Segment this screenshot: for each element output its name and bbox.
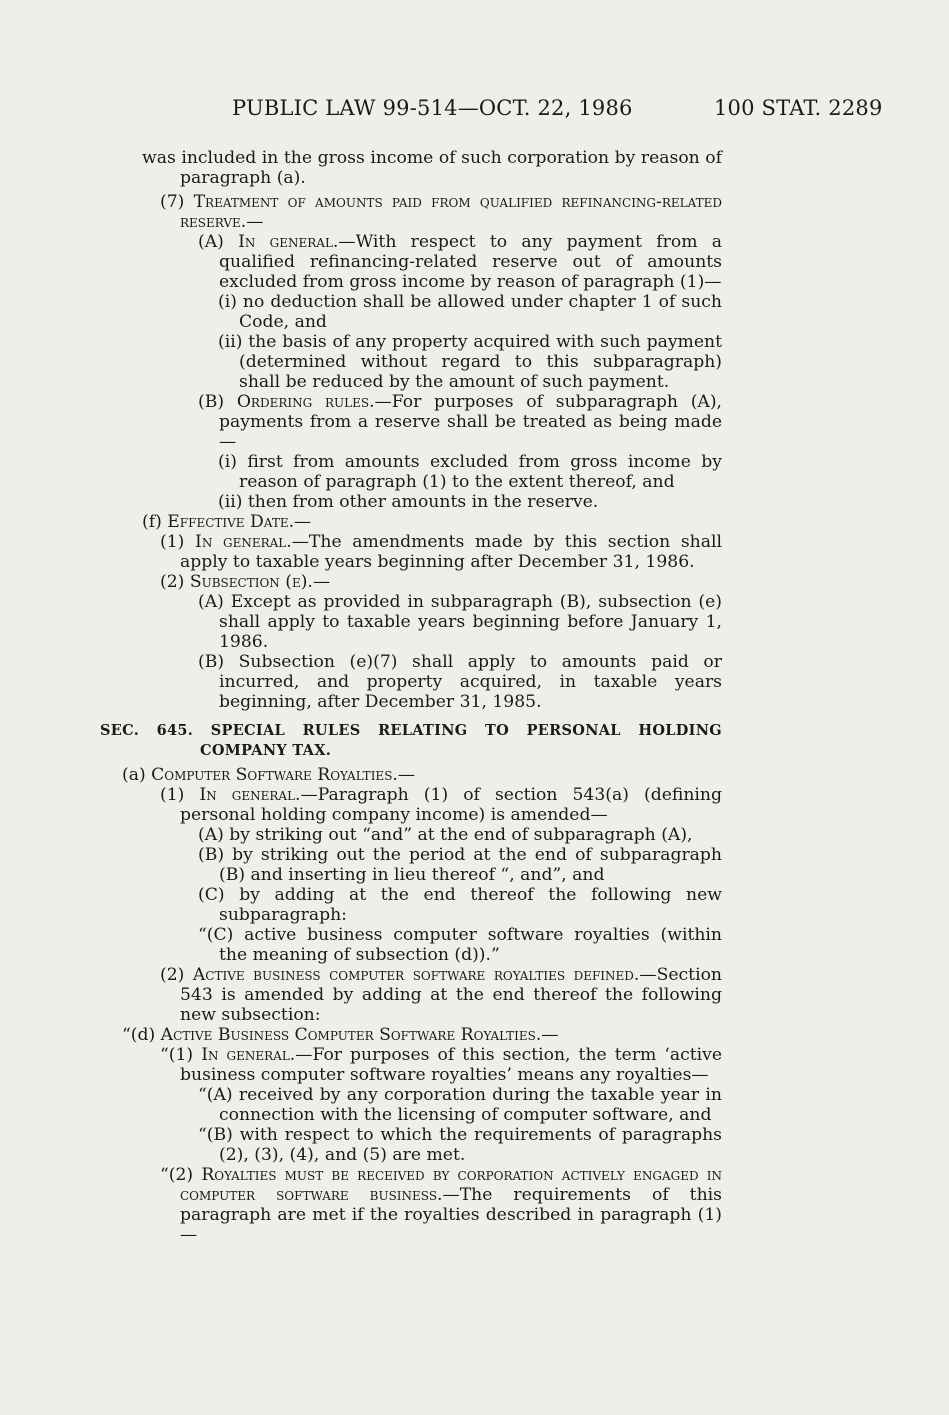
clause-ii: (ii) then from other amounts in the reserve.: [218, 492, 599, 512]
page-header: [0, 96, 949, 126]
paragraph-2: (2) Active business computer software royalties defined.—Section 543 is amended by adding at the end thereof the following new subsection:: [160, 965, 722, 1025]
quoted-subsection-d: “(d) Active Business Computer Software Royalties.—: [122, 1025, 559, 1045]
paragraph-7: (7) Treatment of amounts paid from qualified refinancing-related reserve.—: [160, 192, 722, 232]
quoted-subparagraph-b: “(B) with respect to which the requirements of paragraphs (2), (3), (4), and (5) are met.: [198, 1125, 722, 1165]
paragraph-1: (1) In general.—Paragraph (1) of section 543(a) (defining personal holding company income) is amended—: [160, 785, 722, 825]
paragraph-heading: Active business computer software royalties defined.: [192, 965, 640, 985]
body-text: [100, 148, 722, 1245]
paragraph-heading: Ordering rules.: [236, 392, 375, 412]
quoted-subparagraph-a: “(A) received by any corporation during the taxable year in connection with the licensing of computer software, and: [198, 1085, 722, 1125]
paragraph-1: (1) In general.—The amendments made by this section shall apply to taxable years beginning after December 31, 1986.: [160, 532, 722, 572]
subparagraph-b: (B) by striking out the period at the end of subparagraph (B) and inserting in lieu thereof “, and”, and: [198, 845, 722, 885]
section-heading: SEC. 645. SPECIAL RULES RELATING TO PERSONAL HOLDING COMPANY TAX.: [100, 722, 722, 759]
paragraph-heading: In general.: [195, 532, 292, 552]
subparagraph-c: (C) by adding at the end thereof the following new subparagraph:: [198, 885, 722, 925]
paragraph-heading: In general.: [238, 232, 339, 252]
subparagraph-b: (B) Subsection (e)(7) shall apply to amounts paid or incurred, and property acquired, in taxable years beginning, after December 31, 1985.: [198, 652, 722, 712]
paragraph-heading: Treatment of amounts paid from qualified refinancing-related reserve.: [180, 192, 722, 232]
paragraph-heading: Effective Date.: [167, 512, 295, 532]
subparagraph-a: (A) by striking out “and” at the end of subparagraph (A),: [198, 825, 693, 845]
paragraph: was included in the gross income of such corporation by reason of paragraph (a).: [142, 148, 722, 188]
page-number: 100 STAT. 2289: [714, 96, 883, 120]
paragraph-heading: Subsection (e).: [189, 572, 313, 592]
subsection-a: (a) Computer Software Royalties.—: [122, 765, 416, 785]
subparagraph-a: (A) In general.—With respect to any payment from a qualified refinancing-related reserve out of amounts excluded from gross income by reason of paragraph (1)—: [198, 232, 722, 292]
subsection-f: (f) Effective Date.—: [142, 512, 312, 532]
paragraph-heading: In general.: [201, 1045, 296, 1065]
clause-ii: (ii) the basis of any property acquired with such payment (determined without regard to this subparagraph) shall be reduced by the amount of such payment.: [218, 332, 722, 392]
paragraph-heading: In general.: [199, 785, 301, 805]
quoted-subparagraph: “(C) active business computer software royalties (within the meaning of subsection (d)).”: [198, 925, 722, 965]
clause-i: (i) no deduction shall be allowed under chapter 1 of such Code, and: [218, 292, 722, 332]
paragraph-heading: Computer Software Royalties.: [151, 765, 398, 785]
quoted-paragraph-2: “(2) Royalties must be received by corporation actively engaged in computer software business.—The requirements of this paragraph are met if the royalties described in paragraph (1)—: [160, 1165, 722, 1245]
paragraph-heading: Royalties must be received by corporation actively engaged in computer software business.: [180, 1165, 722, 1205]
clause-i: (i) first from amounts excluded from gross income by reason of paragraph (1) to the extent thereof, and: [218, 452, 722, 492]
paragraph-2: (2) Subsection (e).—: [160, 572, 331, 592]
subparagraph-b: (B) Ordering rules.—For purposes of subparagraph (A), payments from a reserve shall be treated as being made—: [198, 392, 722, 452]
paragraph-heading: Active Business Computer Software Royalties.: [160, 1025, 542, 1045]
quoted-paragraph-1: “(1) In general.—For purposes of this section, the term ‘active business computer software royalties’ means any royalties—: [160, 1045, 722, 1085]
running-head: PUBLIC LAW 99-514—OCT. 22, 1986: [232, 96, 633, 120]
subparagraph-a: (A) Except as provided in subparagraph (B), subsection (e) shall apply to taxable years beginning before January 1, 1986.: [198, 592, 722, 652]
